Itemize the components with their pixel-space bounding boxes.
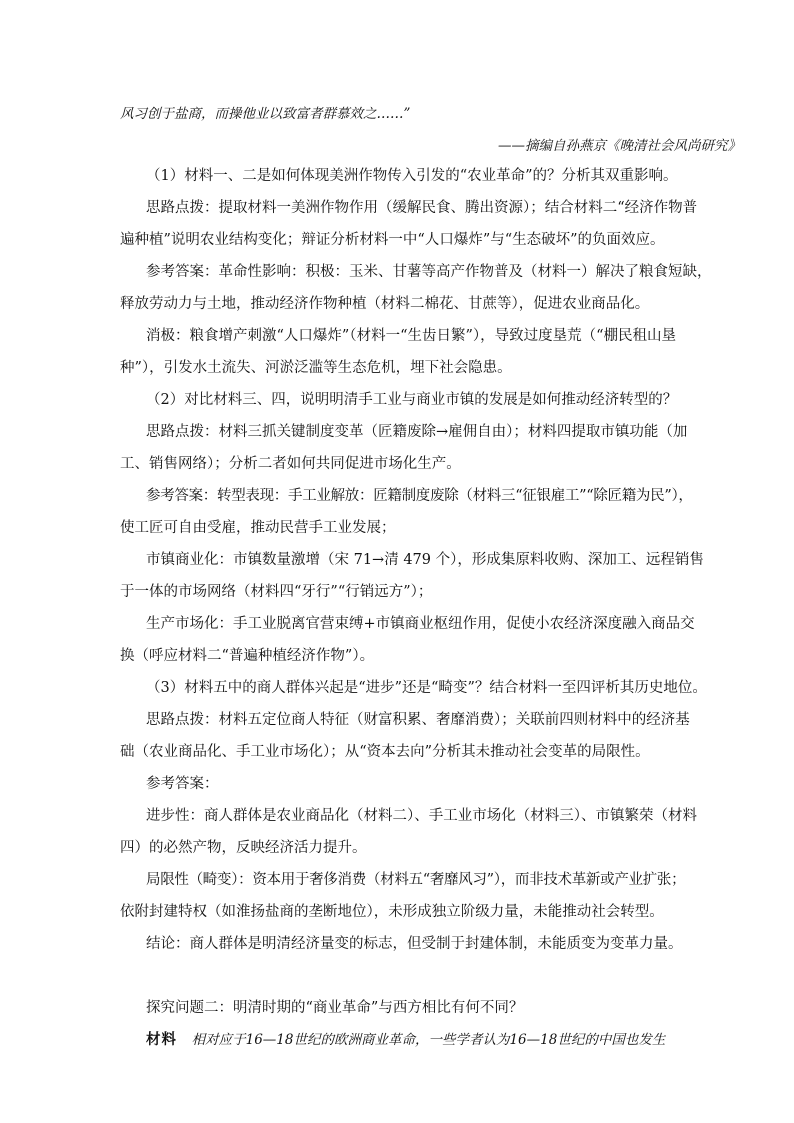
q2-answer-line-2: 使工匠可自由受雇，推动民营手工业发展；	[120, 520, 396, 536]
q2-hint-line-2: 工、销售网络）；分析二者如何共同促进市场化生产。	[120, 456, 461, 472]
material-text: 相对应于16—18世纪的欧洲商业革命，一些学者认为16—18世纪的中国也发生	[191, 1032, 666, 1048]
q3-answer-label: 参考答案：	[146, 776, 219, 792]
q3-conclusion: 结论：商人群体是明清经济量变的标志，但受制于封建体制，未能质变为变革力量。	[146, 936, 683, 952]
q3-progress-line-1: 进步性：商人群体是农业商品化（材料二）、手工业市场化（材料三）、市镇繁荣（材料	[146, 808, 697, 824]
q1-answer-line-1: 参考答案：革命性影响：积极：玉米、甘薯等高产作物普及（材料一）解决了粮食短缺，	[146, 264, 712, 280]
q2-production-line-1: 生产市场化：手工业脱离官营束缚+市镇商业枢纽作用，促使小农经济深度融入商品交	[146, 616, 695, 632]
q3-limitation-line-2: 依附封建特权（如淮扬盐商的垄断地位），未形成独立阶级力量，未能推动社会转型。	[120, 904, 664, 920]
question-2: （2）对比材料三、四，说明明清手工业与商业市镇的发展是如何推动经济转型的？	[146, 392, 678, 408]
q3-limitation-line-1: 局限性（畸变）：资本用于奢侈消费（材料五“奢靡风习”），而非技术革新或产业扩张；	[146, 872, 686, 888]
q2-hint-line-1: 思路点拨：材料三抓关键制度变革（匠籍废除→雇佣自由）；材料四提取市镇功能（加	[146, 424, 688, 440]
q1-hint-line-2: 遍种植”说明农业结构变化；辩证分析材料一中“人口爆炸”与“生态破坏”的负面效应。	[120, 232, 665, 248]
question-1: （1）材料一、二是如何体现美洲作物传入引发的“农业革命”的？分析其双重影响。	[146, 168, 678, 184]
material-line	[146, 1030, 680, 1050]
question-3: （3）材料五中的商人群体兴起是“进步”还是“畸变”？结合材料一至四评析其历史地位。	[146, 680, 707, 696]
q2-town-line-1: 市镇商业化：市镇数量激增（宋 71→清 479 个），形成集原料收购、深加工、远程销售	[146, 552, 704, 568]
q2-production-line-2: 换（呼应材料二“普遍种植经济作物”）。	[120, 648, 375, 664]
q3-hint-line-2: 础（农业商品化、手工业市场化）；从“资本去向”分析其未推动社会变革的局限性。	[120, 744, 650, 760]
q3-hint-line-1: 思路点拨：材料五定位商人特征（财富积累、奢靡消费）；关联前四则材料中的经济基	[146, 712, 690, 728]
q1-answer-line-2: 释放劳动力与土地，推动经济作物种植（材料二棉花、甘蔗等），促进农业商品化。	[120, 296, 650, 312]
q3-progress-line-2: 四）的必然产物，反映经济活力提升。	[120, 840, 367, 856]
quote-source: ——摘编自孙燕京《晚清社会风尚研究》	[498, 138, 741, 154]
q1-negative-line-2: 种”），引发水土流失、河淤泛滥等生态危机，埋下社会隐患。	[120, 360, 512, 376]
material-label: 材料	[146, 1031, 177, 1048]
topic-2-heading: 探究问题二：明清时期的“商业革命”与西方相比有何不同？	[146, 1000, 524, 1016]
q2-answer-line-1: 参考答案：转型表现：手工业解放：匠籍制度废除（材料三“征银雇工”“除匠籍为民”），	[146, 488, 693, 504]
quote-tail: 风习创于盐商，而操他业以致富者群慕效之……”	[120, 106, 411, 122]
q2-town-line-2: 于一体的市场网络（材料四“牙行”“行销远方”）；	[120, 584, 433, 600]
q1-hint-line-1: 思路点拨：提取材料一美洲作物作用（缓解民食、腾出资源）；结合材料二“经济作物普	[146, 200, 698, 216]
q1-negative-line-1: 消极：粮食增产刺激“人口爆炸”（材料一“生齿日繁”），导致过度垦荒（“棚民租山垦	[146, 328, 677, 344]
